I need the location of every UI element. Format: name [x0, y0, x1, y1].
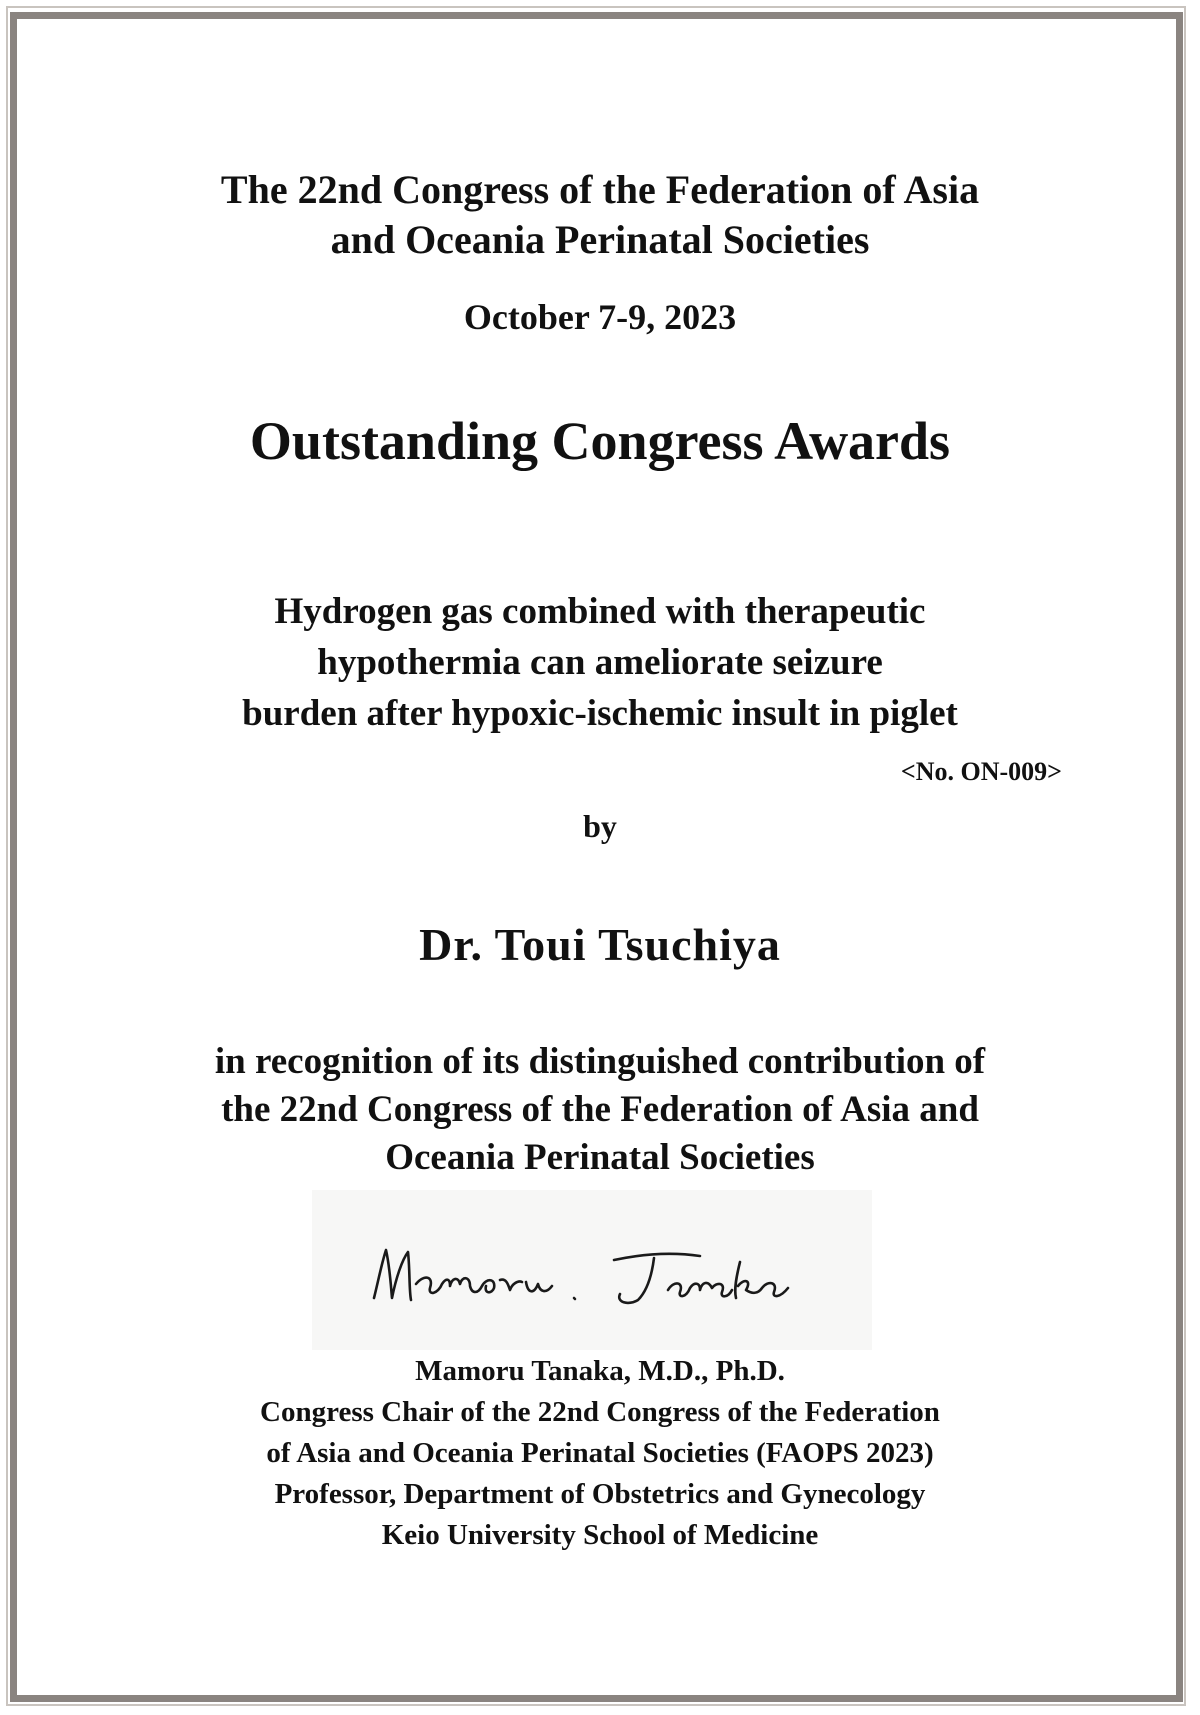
recognition-line-2: the 22nd Congress of the Federation of Asia and	[221, 1089, 979, 1130]
paper-title-line-1: Hydrogen gas combined with therapeutic	[274, 591, 926, 632]
award-title: Outstanding Congress Awards	[249, 411, 951, 471]
recognition-line-3: Oceania Perinatal Societies	[385, 1137, 815, 1178]
paper-title-line-2: hypothermia can ameliorate seizure	[317, 642, 883, 683]
congress-date: October 7-9, 2023	[463, 297, 737, 337]
recognition-line-1: in recognition of its distinguished contribution of	[214, 1041, 986, 1082]
recipient-name: Dr. Toui Tsuchiya	[419, 919, 781, 970]
signatory-role-line-2: of Asia and Oceania Perinatal Societies (FAOPS 2023)	[266, 1437, 934, 1469]
signatory-role-line-1: Congress Chair of the 22nd Congress of the Federation	[260, 1396, 940, 1428]
paper-number: <No. ON-009>	[900, 757, 1062, 786]
handwritten-signature	[312, 1190, 872, 1350]
by-label: by	[583, 808, 617, 844]
signatory-name: Mamoru Tanaka, M.D., Ph.D.	[415, 1355, 785, 1387]
signatory-role-line-4: Keio University School of Medicine	[381, 1519, 819, 1551]
signatory-role-line-3: Professor, Department of Obstetrics and Gynecology	[274, 1478, 926, 1510]
signature-drawing	[312, 1190, 872, 1350]
paper-title-line-3: burden after hypoxic-ischemic insult in piglet	[242, 693, 958, 734]
congress-name-line-2: and Oceania Perinatal Societies	[330, 217, 870, 262]
congress-name-line-1: The 22nd Congress of the Federation of Asia	[220, 167, 980, 212]
